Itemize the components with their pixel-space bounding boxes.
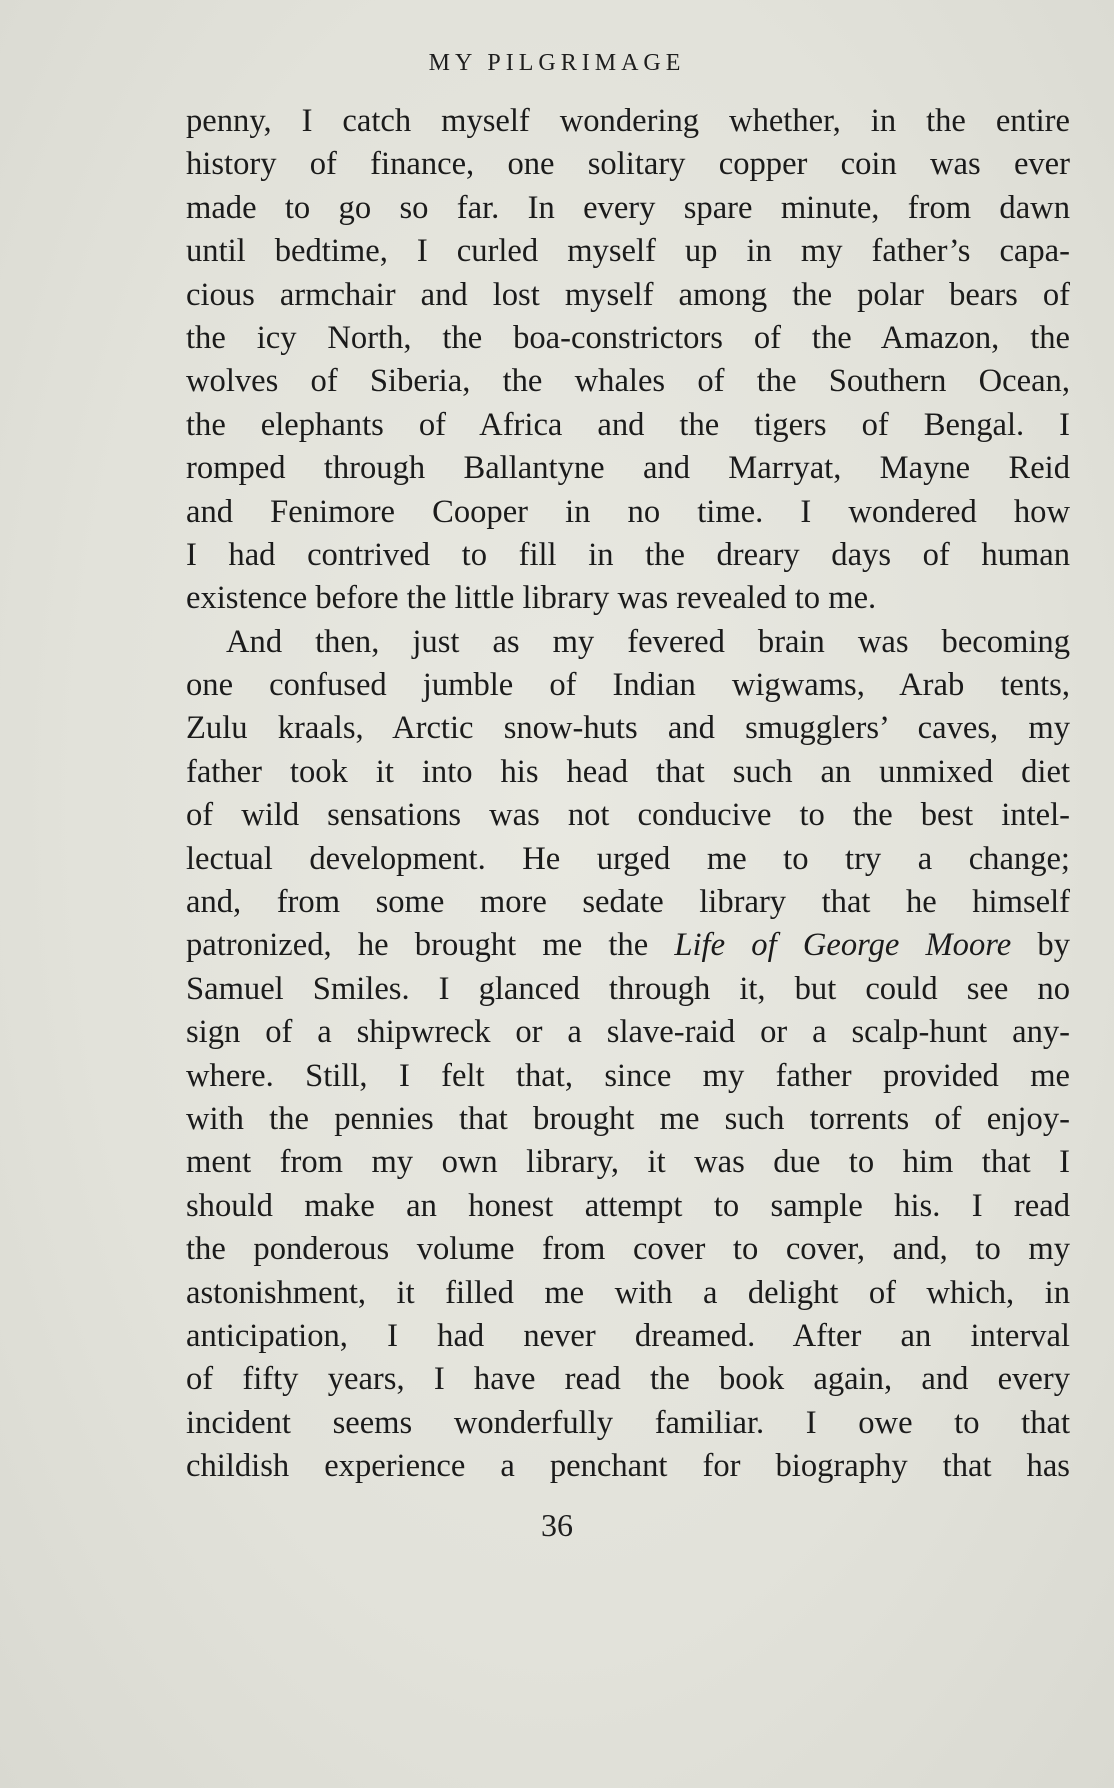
text-line: sign of a shipwreck or a slave-raid or a scalp-hunt any- — [186, 1014, 1070, 1051]
text-line: penny, I catch myself wondering whether, in the entire — [186, 103, 1070, 139]
text-line: father took it into his head that such an unmixed diet — [186, 753, 1070, 790]
text-line: and, from some more sedate library that he himself — [186, 884, 1070, 921]
text-line: with the pennies that brought me such torrents of enjoy- — [186, 1100, 1070, 1137]
text-line: until bedtime, I curled myself up in my father’s capa- — [186, 233, 1070, 270]
text-line: of wild sensations was not conducive to the best intel- — [186, 797, 1070, 834]
text-line: wolves of Siberia, the whales of the Southern Ocean, — [186, 363, 1070, 400]
text-line: and Fenimore Cooper in no time. I wondered how — [186, 493, 1070, 530]
running-head: MY PILGRIMAGE — [428, 50, 686, 76]
text-line: ment from my own library, it was due to him that I — [186, 1144, 1070, 1181]
text-line: the elephants of Africa and the tigers of Bengal. I — [186, 406, 1070, 443]
text-line: of fifty years, I have read the book again, and every — [186, 1361, 1070, 1398]
text-line-with-title — [186, 924, 1070, 967]
paragraph-start-line: And then, just as my fevered brain was becoming — [226, 623, 1070, 660]
text-line: history of finance, one solitary copper coin was ever — [186, 146, 1070, 183]
text-line: romped through Ballantyne and Marryat, Mayne Reid — [186, 450, 1070, 487]
text-line: cious armchair and lost myself among the polar bears of — [186, 276, 1070, 313]
text-line: Zulu kraals, Arctic snow-huts and smugglers’ caves, my — [186, 710, 1070, 747]
text-line: lectual development. He urged me to try a change; — [186, 840, 1070, 877]
text-line: made to go so far. In every spare minute, from dawn — [186, 189, 1070, 226]
line-text-after-title: by — [1011, 927, 1070, 964]
text-line: incident seems wonderfully familiar. I owe to that — [186, 1404, 1070, 1441]
text-line: I had contrived to fill in the dreary days of human — [186, 536, 1070, 573]
text-line: one confused jumble of Indian wigwams, Arab tents, — [186, 667, 1070, 704]
text-line: astonishment, it filled me with a delight of which, in — [186, 1274, 1070, 1311]
text-line: should make an honest attempt to sample his. I read — [186, 1187, 1070, 1224]
text-line: childish experience a penchant for biography that has — [186, 1448, 1070, 1485]
text-line: anticipation, I had never dreamed. After an interval — [186, 1317, 1070, 1354]
body-text — [186, 100, 1070, 1489]
book-title: Life of George Moore — [674, 927, 1012, 964]
text-line: Samuel Smiles. I glanced through it, but could see no — [186, 970, 1070, 1007]
line-text-before-title: patronized, he brought me the — [186, 927, 675, 964]
text-line: where. Still, I felt that, since my father provided me — [186, 1057, 1070, 1094]
text-line: the icy North, the boa-constrictors of the Amazon, the — [186, 319, 1070, 356]
page-number: 36 — [541, 1507, 573, 1543]
paragraph-end-line: existence before the little library was revealed to me. — [186, 580, 877, 617]
text-line: the ponderous volume from cover to cover, and, to my — [186, 1231, 1070, 1268]
